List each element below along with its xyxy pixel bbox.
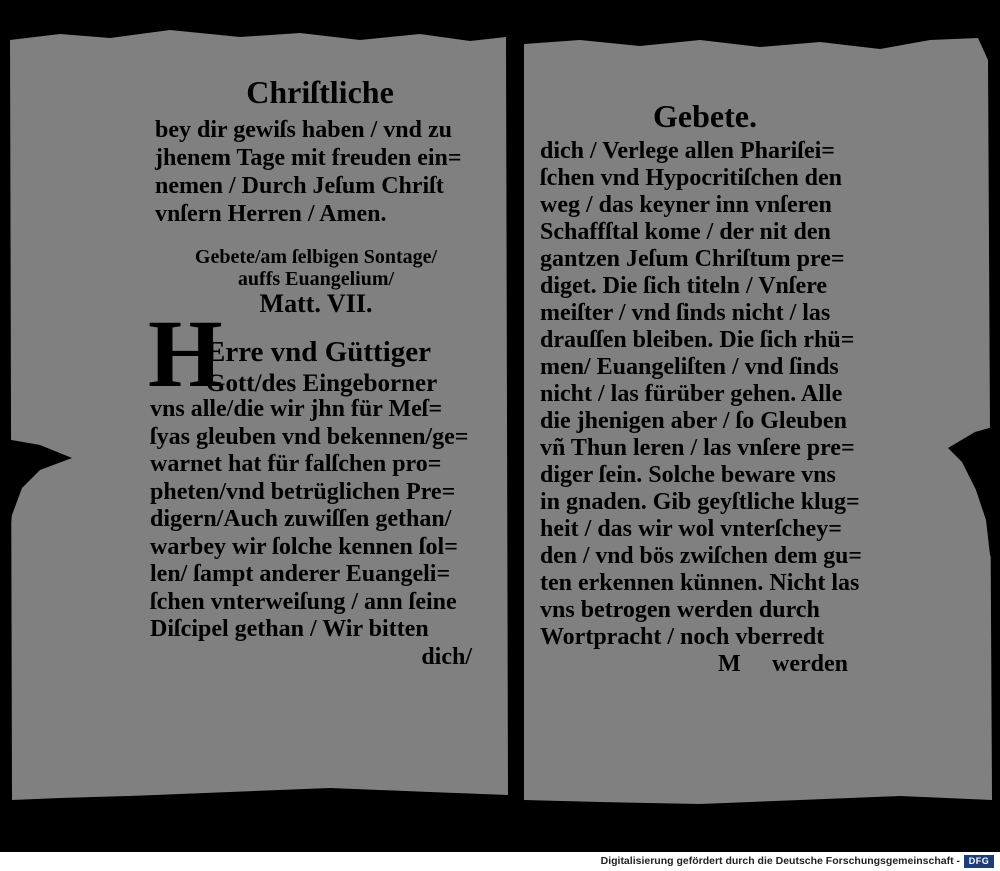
- text-line: nemen / Durch Jeſum Chriſt: [155, 173, 444, 199]
- text-line: meiſter / vnd ſinds nicht / las: [540, 300, 831, 326]
- text-line: weg / das keyner inn vnſeren: [540, 192, 832, 218]
- text-line: Diſcipel gethan / Wir bitten: [150, 616, 429, 642]
- text-line: jhenem Tage mit freuden ein=: [155, 145, 462, 171]
- text-line: vns alle/die wir jhn für Meſ=: [150, 396, 443, 422]
- text-line: digern/Auch zuwiſſen gethan/: [150, 506, 452, 532]
- text-line: Gott/des Eingeborner: [206, 370, 438, 397]
- catchword: werden: [772, 651, 848, 677]
- left-running-head: Chriſtliche: [246, 74, 394, 110]
- signature-mark: M: [718, 651, 741, 677]
- text-line: len/ ſampt anderer Euangeli=: [150, 561, 451, 587]
- gutter-line: [513, 30, 519, 805]
- right-body-text: [540, 138, 862, 651]
- drop-cap-lines: [206, 336, 472, 400]
- text-line: pheten/vnd betrüglichen Pre=: [150, 478, 456, 505]
- text-line: vñ Thun leren / las vnſere pre=: [540, 435, 855, 461]
- text-line: ſyas gleuben vnd bekennen/ge=: [150, 423, 469, 450]
- funding-notice: Digitalisierung gefördert durch die Deutsche Forschungsgemeinschaft -: [600, 855, 960, 867]
- heading-line: Gebete/am ſelbigen Sontage/: [194, 246, 438, 268]
- bible-reference: Matt. VII.: [259, 289, 373, 318]
- text-line: Erre vnd Güttiger: [206, 336, 431, 368]
- text-line: heit / das wir wol vnterſchey=: [540, 516, 842, 542]
- text-line: Schaffſtal kome / der nit den: [540, 219, 831, 245]
- right-running-head: Gebete.: [653, 98, 757, 134]
- text-line: gantzen Jeſum Chriſtum pre=: [540, 246, 845, 272]
- text-line: ten erkennen künnen. Nicht las: [540, 570, 860, 596]
- text-line: ſchen vnterweiſung / ann ſeine: [150, 588, 457, 615]
- text-line: bey dir gewiſs haben / vnd zu: [155, 117, 452, 143]
- text-line: diger ſein. Solche beware vns: [540, 462, 836, 488]
- text-line: nicht / las fürüber gehen. Alle: [540, 381, 843, 407]
- drop-cap-initial: H: [148, 300, 223, 407]
- text-line: warnet hat für falſchen pro=: [150, 451, 442, 477]
- text-line: drauſſen bleiben. Die ſich rhü=: [540, 327, 855, 353]
- heading-line: auffs Euangelium/: [237, 268, 395, 290]
- left-top-text: [155, 116, 473, 228]
- text-line: ſchen vnd Hypocritiſchen den: [540, 165, 843, 191]
- text-line-final: dich/: [421, 643, 472, 670]
- text-line: men/ Euangeliſten / vnd ſinds: [540, 354, 839, 380]
- left-body-text: [150, 396, 472, 671]
- text-line: vnſern Herren / Amen.: [155, 201, 387, 227]
- text-line: diget. Die ſich titeln / Vnſere: [540, 273, 828, 299]
- text-line: Wortpracht / noch vberredt: [540, 624, 825, 650]
- text-line: den / vnd bös zwiſchen dem gu=: [540, 543, 862, 569]
- footer-bar: [0, 852, 1000, 871]
- text-line: warbey wir ſolche kennen ſol=: [150, 533, 458, 560]
- text-line: dich / Verlege allen Phariſei=: [540, 138, 835, 164]
- text-line: vns betrogen werden durch: [540, 597, 820, 623]
- text-line: die jhenigen aber / ſo Gleuben: [540, 408, 847, 434]
- dfg-logo-icon: DFG: [964, 855, 994, 868]
- gutter-line-inner: [508, 36, 510, 796]
- text-line: in gnaden. Gib geyſtliche klug=: [540, 489, 860, 515]
